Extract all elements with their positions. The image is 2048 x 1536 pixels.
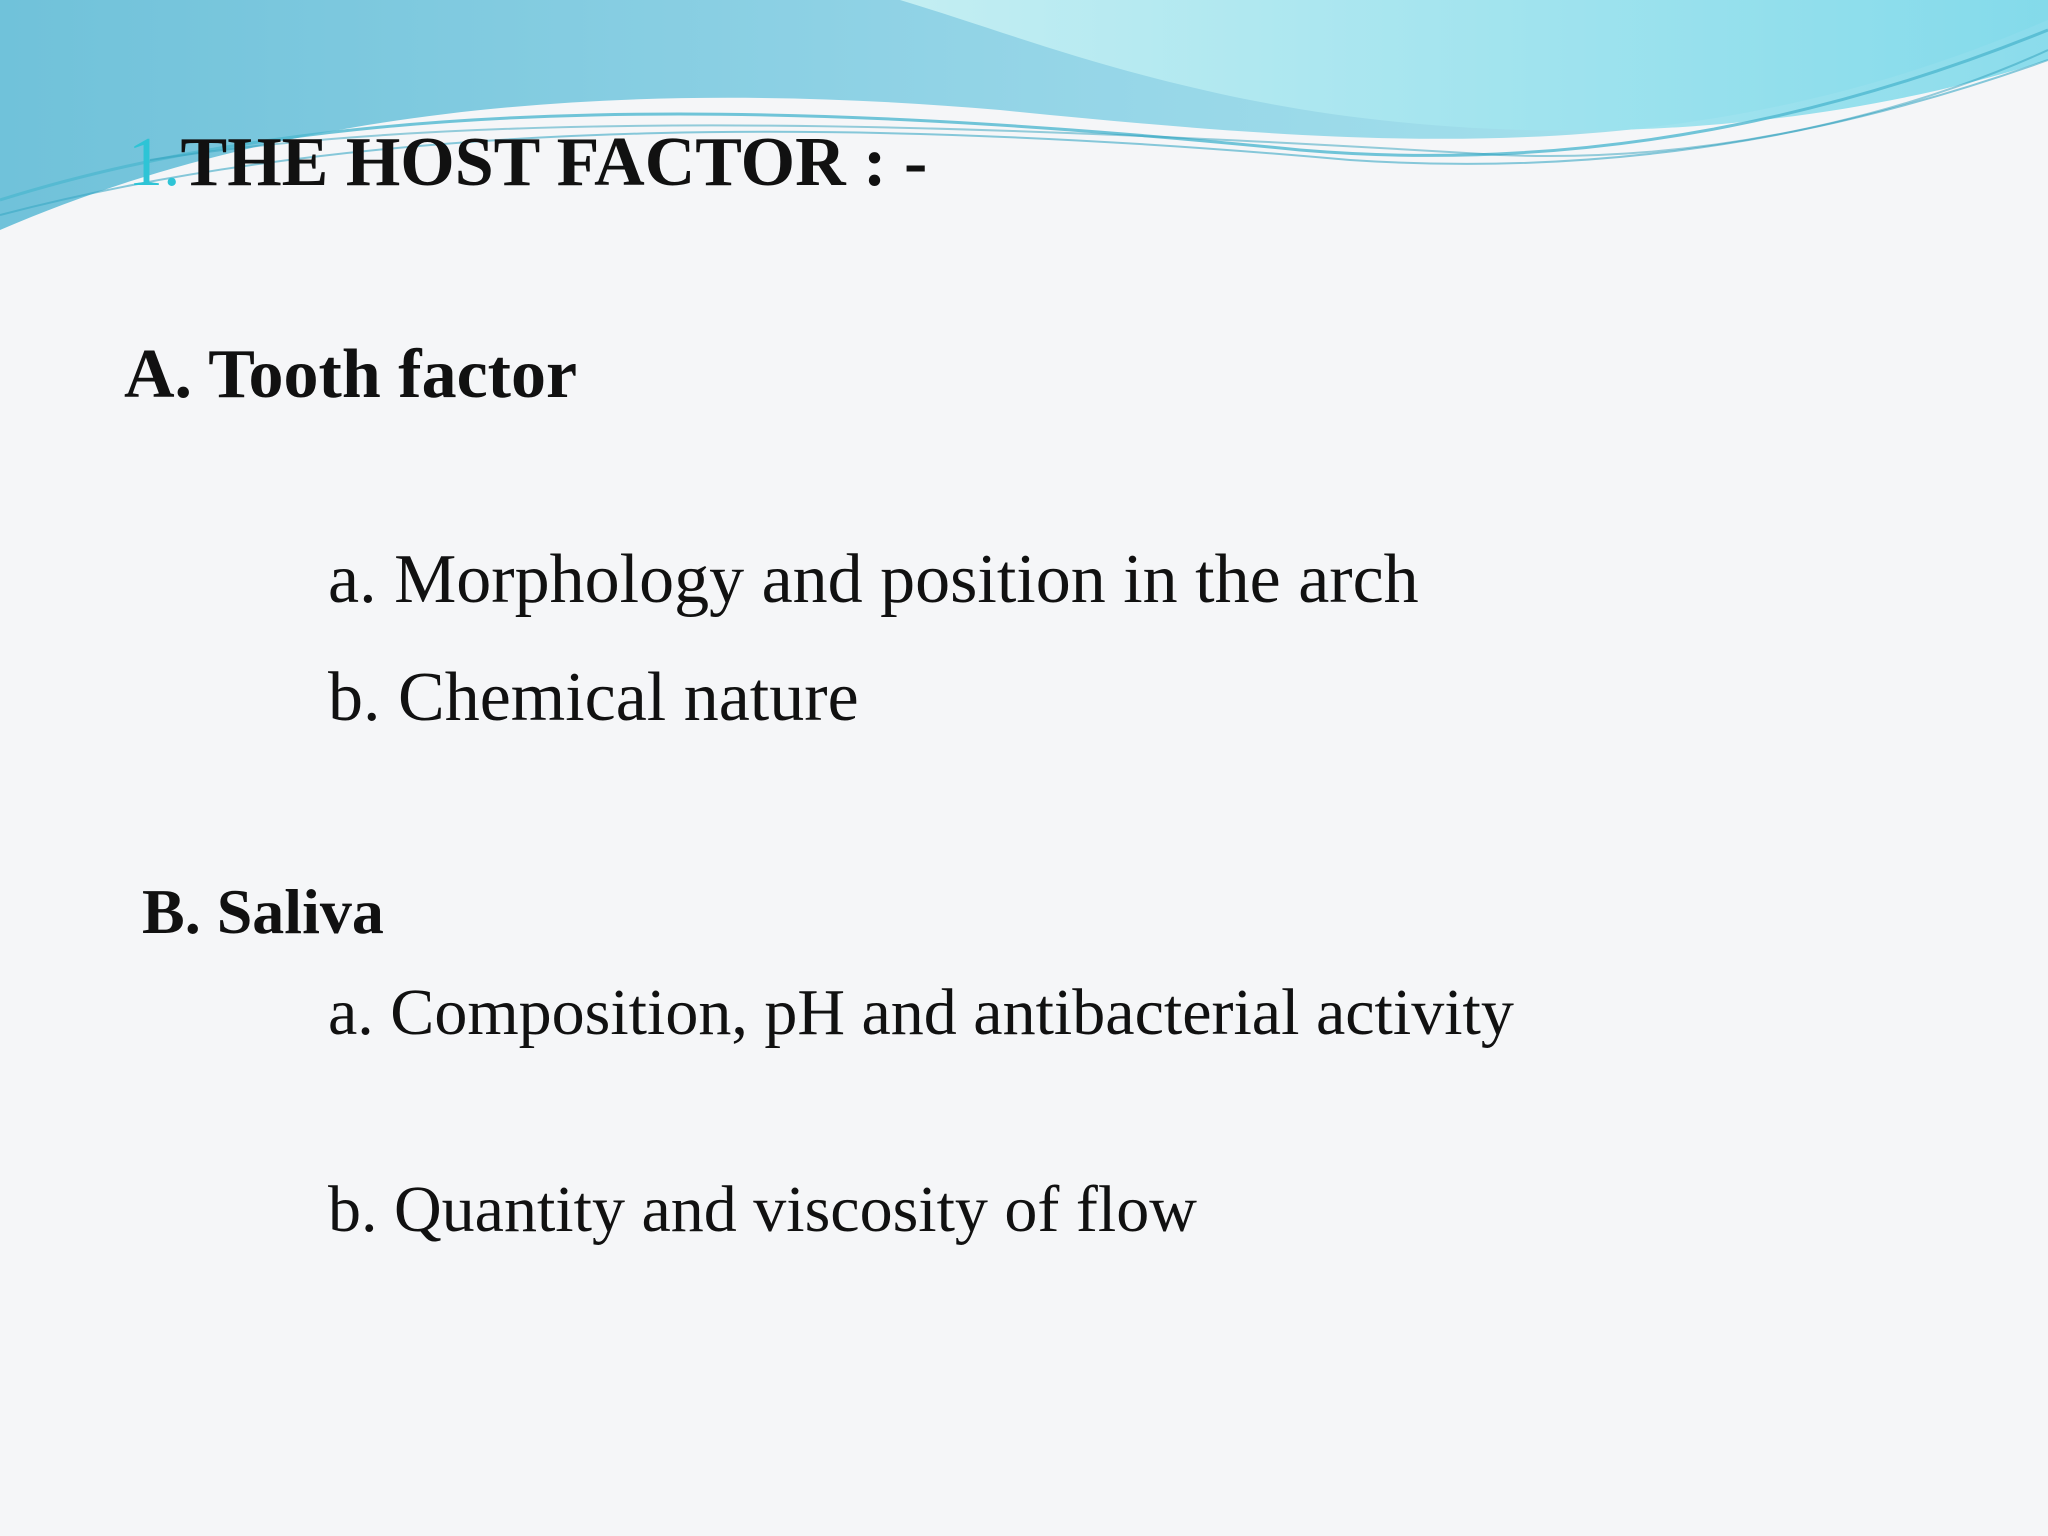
decorative-wave-banner [0,0,2048,240]
slide-title [128,124,928,201]
title-number: 1. [128,124,181,201]
list-item: b. Quantity and viscosity of flow [328,1173,1197,1246]
list-item: a. Morphology and position in the arch [328,541,1419,618]
section-heading-tooth-factor: A. Tooth factor [124,336,578,413]
title-text: THE HOST FACTOR : - [180,124,928,201]
section-heading-saliva: B. Saliva [142,876,384,947]
list-item: b. Chemical nature [328,659,859,736]
list-item: a. Composition, pH and antibacterial activity [328,976,1514,1049]
